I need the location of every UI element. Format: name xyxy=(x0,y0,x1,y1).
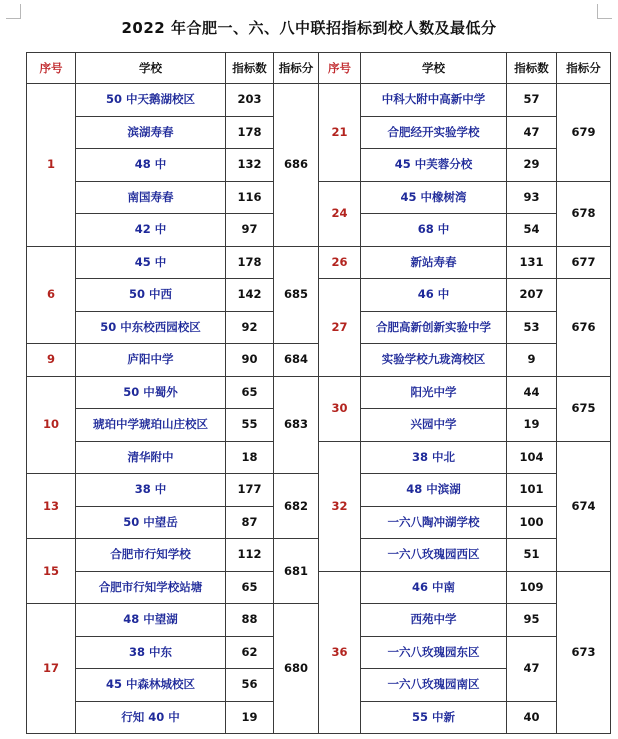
school-right: 西苑中学 xyxy=(361,604,507,637)
school-left: 南国寿春 xyxy=(76,181,226,214)
header-score-left: 指标分 xyxy=(274,53,319,84)
quota-left: 178 xyxy=(226,246,274,279)
school-left: 45 中森林城校区 xyxy=(76,669,226,702)
quota-left: 132 xyxy=(226,149,274,182)
group-no-right: 36 xyxy=(319,571,361,734)
group-no-right: 27 xyxy=(319,279,361,377)
table-row xyxy=(27,376,611,409)
group-no-right: 26 xyxy=(319,246,361,279)
quota-left: 92 xyxy=(226,311,274,344)
quota-right: 54 xyxy=(507,214,557,247)
quota-left: 87 xyxy=(226,506,274,539)
quota-right: 207 xyxy=(507,279,557,312)
quota-left: 97 xyxy=(226,214,274,247)
school-right: 46 中南 xyxy=(361,571,507,604)
group-score-left: 683 xyxy=(274,376,319,474)
quota-left: 55 xyxy=(226,409,274,442)
school-right: 38 中北 xyxy=(361,441,507,474)
school-right: 中科大附中高新中学 xyxy=(361,84,507,117)
school-left: 38 中 xyxy=(76,474,226,507)
group-score-right: 678 xyxy=(557,181,611,246)
school-left: 合肥市行知学校站塘 xyxy=(76,571,226,604)
group-no-right: 21 xyxy=(319,84,361,182)
quota-right: 44 xyxy=(507,376,557,409)
header-score-right: 指标分 xyxy=(557,53,611,84)
school-left: 行知 40 中 xyxy=(76,701,226,734)
group-no-left: 15 xyxy=(27,539,76,604)
quota-left: 178 xyxy=(226,116,274,149)
quota-left: 18 xyxy=(226,441,274,474)
group-score-right: 679 xyxy=(557,84,611,182)
quota-left: 116 xyxy=(226,181,274,214)
school-right: 55 中新 xyxy=(361,701,507,734)
school-left: 庐阳中学 xyxy=(76,344,226,377)
group-no-left: 10 xyxy=(27,376,76,474)
school-right: 45 中芙蓉分校 xyxy=(361,149,507,182)
school-right: 一六八玫瑰园西区 xyxy=(361,539,507,572)
quota-right: 40 xyxy=(507,701,557,734)
school-left: 38 中东 xyxy=(76,636,226,669)
quota-right: 100 xyxy=(507,506,557,539)
group-no-right: 32 xyxy=(319,441,361,571)
quota-right: 93 xyxy=(507,181,557,214)
school-right: 一六八陶冲湖学校 xyxy=(361,506,507,539)
school-right: 实验学校九珑湾校区 xyxy=(361,344,507,377)
school-right: 阳光中学 xyxy=(361,376,507,409)
quota-right: 104 xyxy=(507,441,557,474)
school-left: 50 中西 xyxy=(76,279,226,312)
header-row xyxy=(27,53,611,84)
quota-right: 53 xyxy=(507,311,557,344)
school-left: 48 中望湖 xyxy=(76,604,226,637)
quota-right: 101 xyxy=(507,474,557,507)
quota-right: 9 xyxy=(507,344,557,377)
school-right: 合肥高新创新实验中学 xyxy=(361,311,507,344)
quota-left: 65 xyxy=(226,571,274,604)
school-left: 50 中望岳 xyxy=(76,506,226,539)
group-score-left: 685 xyxy=(274,246,319,344)
school-right: 一六八玫瑰园东区 xyxy=(361,636,507,669)
header-school-right: 学校 xyxy=(361,53,507,84)
school-left: 琥珀中学琥珀山庄校区 xyxy=(76,409,226,442)
quota-left: 112 xyxy=(226,539,274,572)
group-score-left: 680 xyxy=(274,604,319,734)
group-no-right: 30 xyxy=(319,376,361,441)
group-score-left: 682 xyxy=(274,474,319,539)
group-score-right: 674 xyxy=(557,441,611,571)
school-right: 合肥经开实验学校 xyxy=(361,116,507,149)
group-score-left: 681 xyxy=(274,539,319,604)
school-right: 兴园中学 xyxy=(361,409,507,442)
table-row xyxy=(27,441,611,474)
quota-left: 177 xyxy=(226,474,274,507)
quota-left: 88 xyxy=(226,604,274,637)
school-left: 滨湖寿春 xyxy=(76,116,226,149)
quota-right: 95 xyxy=(507,604,557,637)
group-no-left: 9 xyxy=(27,344,76,377)
group-score-left: 686 xyxy=(274,84,319,247)
group-no-left: 13 xyxy=(27,474,76,539)
group-score-right: 675 xyxy=(557,376,611,441)
quota-right: 109 xyxy=(507,571,557,604)
header-quota-right: 指标数 xyxy=(507,53,557,84)
document-title: 2022 年合肥一、六、八中联招指标到校人数及最低分 xyxy=(121,19,497,37)
quota-right: 51 xyxy=(507,539,557,572)
school-left: 50 中东校西园校区 xyxy=(76,311,226,344)
quota-left: 203 xyxy=(226,84,274,117)
school-left: 50 中蜀外 xyxy=(76,376,226,409)
group-no-left: 17 xyxy=(27,604,76,734)
quota-left: 19 xyxy=(226,701,274,734)
school-left: 合肥市行知学校 xyxy=(76,539,226,572)
school-left: 清华附中 xyxy=(76,441,226,474)
header-quota-left: 指标数 xyxy=(226,53,274,84)
school-right: 68 中 xyxy=(361,214,507,247)
group-no-left: 6 xyxy=(27,246,76,344)
quota-table xyxy=(26,52,611,734)
group-no-left: 1 xyxy=(27,84,76,247)
school-right: 一六八玫瑰园南区 xyxy=(361,669,507,702)
header-no-left: 序号 xyxy=(27,53,76,84)
school-left: 45 中 xyxy=(76,246,226,279)
quota-right: 57 xyxy=(507,84,557,117)
table-row xyxy=(27,279,611,312)
group-score-right: 677 xyxy=(557,246,611,279)
table-row xyxy=(27,246,611,279)
school-right: 48 中滨湖 xyxy=(361,474,507,507)
school-right: 新站寿春 xyxy=(361,246,507,279)
quota-right: 29 xyxy=(507,149,557,182)
school-right: 45 中橡树湾 xyxy=(361,181,507,214)
quota-left: 62 xyxy=(226,636,274,669)
table-row xyxy=(27,571,611,604)
header-no-right: 序号 xyxy=(319,53,361,84)
quota-right: 47 xyxy=(507,636,557,701)
quota-left: 142 xyxy=(226,279,274,312)
quota-right: 19 xyxy=(507,409,557,442)
group-score-left: 684 xyxy=(274,344,319,377)
school-right: 46 中 xyxy=(361,279,507,312)
table-row xyxy=(27,84,611,117)
quota-right: 47 xyxy=(507,116,557,149)
header-school-left: 学校 xyxy=(76,53,226,84)
quota-right: 131 xyxy=(507,246,557,279)
group-no-right: 24 xyxy=(319,181,361,246)
quota-left: 65 xyxy=(226,376,274,409)
quota-left: 90 xyxy=(226,344,274,377)
school-left: 50 中天鹅湖校区 xyxy=(76,84,226,117)
group-score-right: 673 xyxy=(557,571,611,734)
school-left: 48 中 xyxy=(76,149,226,182)
quota-left: 56 xyxy=(226,669,274,702)
school-left: 42 中 xyxy=(76,214,226,247)
group-score-right: 676 xyxy=(557,279,611,377)
table-row xyxy=(27,181,611,214)
